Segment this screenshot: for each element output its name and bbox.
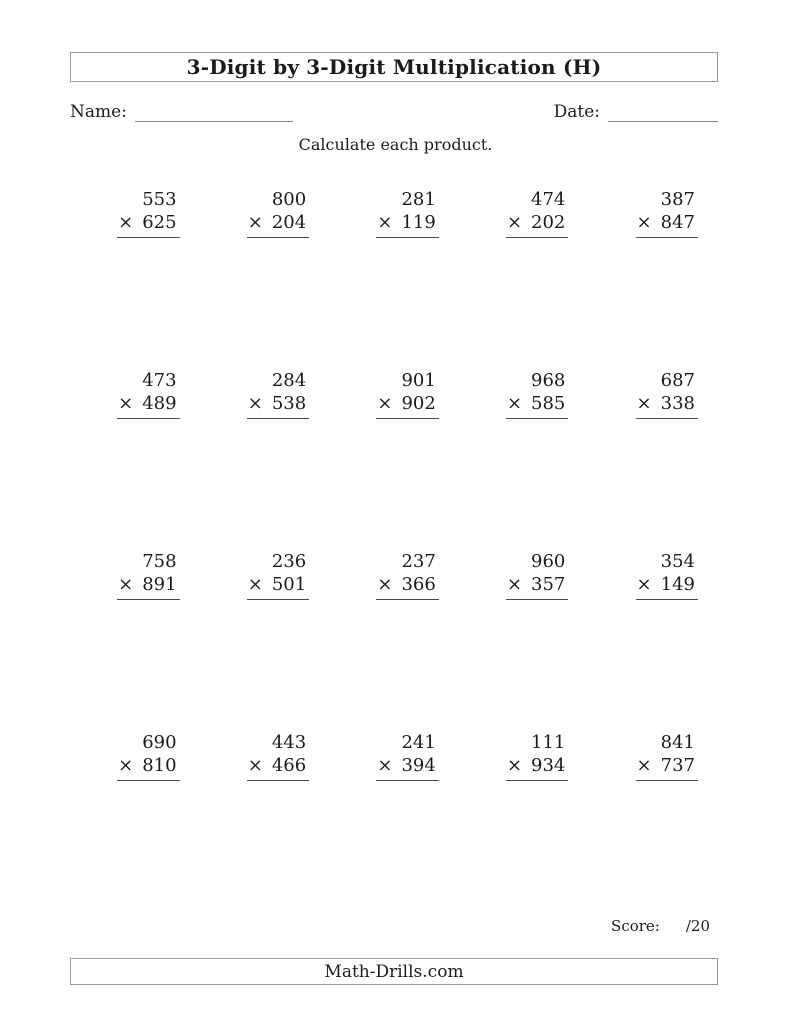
problem-r2c4: [506, 369, 568, 419]
times-sign: ×: [636, 755, 652, 777]
multiplier-row: [636, 754, 698, 781]
multiplier-row: [117, 392, 179, 419]
times-sign: ×: [506, 393, 523, 415]
problem-r2c2: [247, 369, 309, 419]
multiplier: 501: [271, 574, 307, 596]
problem-r2c5: [636, 369, 698, 419]
multiplier-row: [376, 211, 438, 238]
date-label: Date:: [553, 102, 600, 122]
multiplier-row: [636, 392, 698, 419]
multiplicand: 443: [271, 732, 307, 754]
times-sign: ×: [118, 393, 134, 415]
multiplier: 466: [271, 755, 307, 777]
multiplicand: 968: [531, 370, 566, 392]
problem-r1c3: [376, 188, 438, 238]
multiplier-row: [247, 573, 309, 600]
multiplier: 357: [531, 574, 566, 596]
times-sign: ×: [377, 755, 393, 777]
multiplicand: 284: [271, 370, 307, 392]
multiplier: 891: [142, 574, 177, 596]
footer-brand: Math-Drills.com: [324, 961, 464, 982]
problem-r1c1: [117, 188, 179, 238]
multiplicand: 474: [531, 189, 566, 210]
problem-r2c1: [117, 369, 179, 419]
multiplier: 394: [401, 755, 436, 777]
times-sign: ×: [506, 212, 523, 234]
multiplier: 204: [271, 212, 307, 234]
problem-r4c4: [506, 731, 568, 781]
multiplier: 489: [142, 393, 177, 415]
problem-r2c3: [376, 369, 438, 419]
multiplier-row: [247, 211, 309, 238]
times-sign: ×: [636, 574, 652, 596]
multiplier: 585: [531, 393, 566, 415]
times-sign: ×: [247, 393, 263, 415]
problem-r1c5: [636, 188, 698, 238]
problem-r4c1: [117, 731, 179, 781]
times-sign: ×: [506, 574, 523, 596]
multiplier-row: [117, 754, 179, 781]
times-sign: ×: [506, 755, 523, 777]
name-date-row: [70, 101, 718, 122]
times-sign: ×: [118, 755, 134, 777]
problem-r1c2: [247, 188, 309, 238]
multiplier: 847: [660, 212, 695, 234]
multiplicand: 241: [401, 732, 436, 754]
multiplicand: 387: [660, 189, 695, 210]
problems-grid: [70, 188, 718, 781]
problem-r3c4: [506, 550, 568, 600]
date-field: [554, 101, 718, 122]
problem-r4c5: [636, 731, 698, 781]
multiplier-row: [636, 573, 698, 600]
multiplier-row: [376, 392, 438, 419]
multiplicand: 553: [142, 189, 177, 210]
name-blank-line: [135, 101, 293, 122]
footer-box: [70, 958, 718, 985]
multiplier: 366: [401, 574, 436, 596]
multiplier: 538: [271, 393, 307, 415]
multiplier: 810: [142, 755, 177, 777]
instruction-text: Calculate each product.: [298, 135, 493, 154]
multiplicand: 281: [401, 189, 436, 210]
multiplier-row: [376, 573, 438, 600]
multiplicand: 690: [142, 732, 177, 754]
name-label: Name:: [70, 102, 127, 122]
problem-r4c3: [376, 731, 438, 781]
multiplier-row: [247, 754, 309, 781]
page-title: 3-Digit by 3-Digit Multiplication (H): [186, 55, 602, 79]
times-sign: ×: [377, 393, 393, 415]
multiplier-row: [247, 392, 309, 419]
date-blank-line: [608, 101, 718, 122]
title-box: [70, 52, 718, 82]
multiplier-row: [117, 211, 179, 238]
problem-r3c2: [247, 550, 309, 600]
name-field: [70, 101, 293, 122]
multiplicand: 758: [142, 551, 177, 573]
multiplicand: 236: [271, 551, 307, 573]
multiplier: 625: [142, 212, 177, 234]
multiplier: 737: [660, 755, 695, 777]
multiplier: 338: [660, 393, 695, 415]
problem-r4c2: [247, 731, 309, 781]
problem-r3c3: [376, 550, 438, 600]
times-sign: ×: [118, 212, 134, 234]
times-sign: ×: [377, 212, 393, 234]
multiplicand: 473: [142, 370, 177, 392]
multiplicand: 111: [531, 732, 566, 754]
problem-r3c5: [636, 550, 698, 600]
multiplier-row: [117, 573, 179, 600]
times-sign: ×: [247, 755, 263, 777]
multiplier: 119: [401, 212, 436, 234]
multiplicand: 687: [660, 370, 695, 392]
times-sign: ×: [377, 574, 393, 596]
multiplicand: 841: [660, 732, 695, 754]
multiplier-row: [506, 754, 568, 781]
multiplier: 149: [660, 574, 695, 596]
multiplier-row: [376, 754, 438, 781]
problem-r3c1: [117, 550, 179, 600]
multiplier-row: [636, 211, 698, 238]
score-value: /20: [685, 917, 710, 935]
score-label: Score:: [611, 917, 660, 935]
times-sign: ×: [636, 212, 652, 234]
multiplicand: 237: [401, 551, 436, 573]
times-sign: ×: [247, 574, 263, 596]
multiplier-row: [506, 573, 568, 600]
multiplicand: 800: [271, 189, 307, 210]
problem-r1c4: [506, 188, 568, 238]
times-sign: ×: [247, 212, 263, 234]
times-sign: ×: [636, 393, 652, 415]
multiplier-row: [506, 211, 568, 238]
times-sign: ×: [118, 574, 134, 596]
multiplicand: 354: [660, 551, 695, 573]
multiplicand: 960: [531, 551, 566, 573]
score-row: [70, 917, 718, 935]
multiplier-row: [506, 392, 568, 419]
multiplier: 202: [531, 212, 566, 234]
multiplicand: 901: [401, 370, 436, 392]
multiplier: 934: [531, 755, 566, 777]
multiplier: 902: [401, 393, 436, 415]
